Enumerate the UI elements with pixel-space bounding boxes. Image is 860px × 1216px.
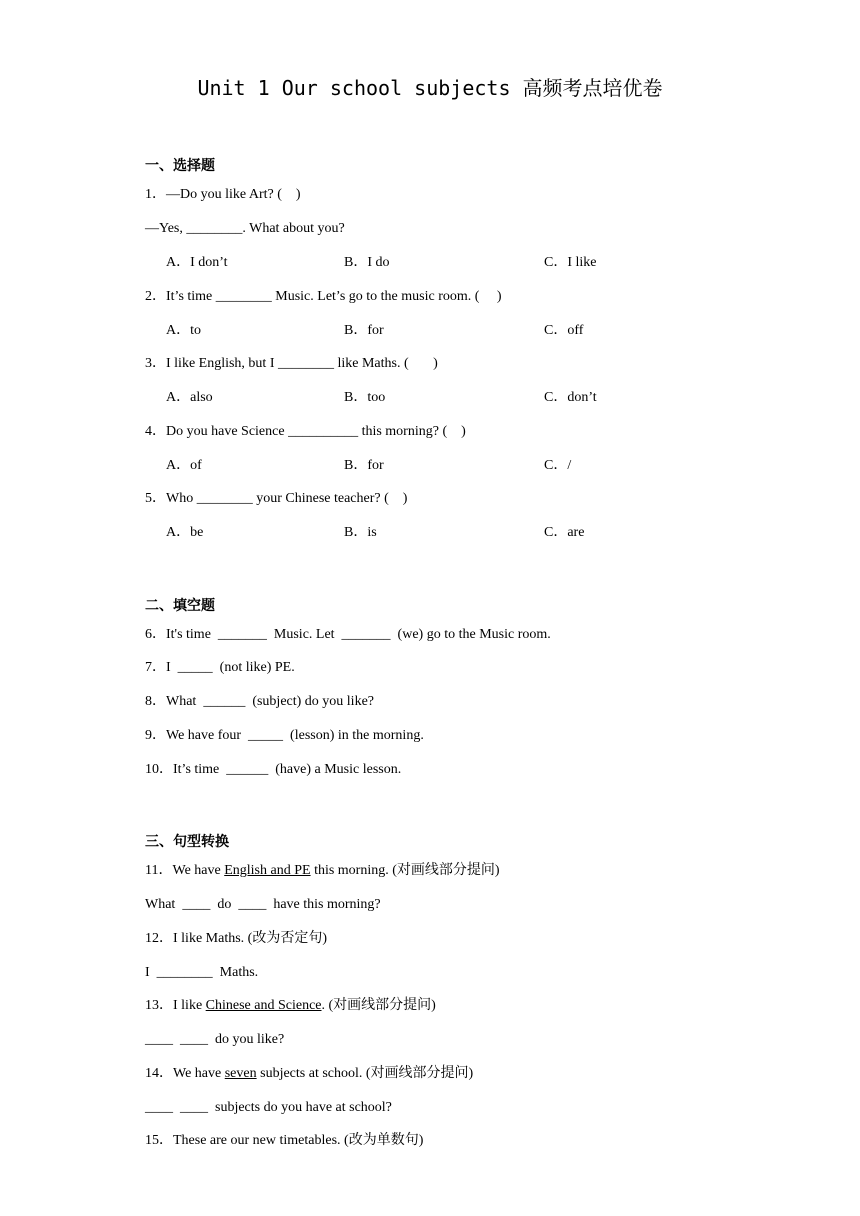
section-heading-transform: 三、句型转换 [145,834,229,850]
question-6: 6．It's time _______ Music. Let _______ (we) go to the Music room. [145,627,551,642]
question-1-option-a[interactable]: A．I don’t [166,255,228,270]
question-2-option-b[interactable]: B．for [344,323,384,338]
question-3-stem: 3．I like English, but I ________ like Maths. ( ) [145,356,438,371]
question-12-stem: 12．I like Maths. (改为否定句) [145,931,327,946]
question-11-before: 11．We have [145,863,225,878]
question-2-option-a[interactable]: A．to [166,323,201,338]
question-5-stem: 5．Who ________ your Chinese teacher? ( ) [145,491,408,506]
question-4-stem: 4．Do you have Science __________ this morning? ( ) [145,424,466,439]
question-15-stem: 15．These are our new timetables. (改为单数句) [145,1133,424,1148]
question-4-option-a[interactable]: A．of [166,458,202,473]
question-4-option-c[interactable]: C．/ [544,458,572,473]
question-13-stem [145,997,436,1015]
question-5-option-c[interactable]: C．are [544,525,585,540]
question-13-after: . (对画线部分提问) [321,998,436,1013]
question-1-option-c[interactable]: C．I like [544,255,597,270]
question-14-answer: ____ ____ subjects do you have at school? [145,1100,392,1115]
question-4-option-b[interactable]: B．for [344,458,384,473]
question-13-before: 13．I like [145,998,206,1013]
question-10: 10．It’s time ______ (have) a Music lesson. [145,762,402,777]
question-9: 9．We have four _____ (lesson) in the morning. [145,728,424,743]
question-14-before: 14．We have [145,1066,225,1081]
question-1-option-b[interactable]: B．I do [344,255,390,270]
section-heading-fill: 二、填空题 [145,598,215,614]
question-5-option-a[interactable]: A．be [166,525,204,540]
question-13-answer: ____ ____ do you like? [145,1032,285,1047]
question-1-stem: 1．—Do you like Art? ( ) [145,187,301,202]
question-7: 7．I _____ (not like) PE. [145,660,295,675]
question-11-after: this morning. (对画线部分提问) [310,863,500,878]
question-14-after: subjects at school. (对画线部分提问) [256,1066,474,1081]
question-3-option-a[interactable]: A．also [166,390,213,405]
question-12-answer: I ________ Maths. [145,965,259,980]
question-2-stem: 2．It’s time ________ Music. Let’s go to the music room. ( ) [145,289,502,304]
question-14-underlined: seven [224,1066,257,1081]
question-11-stem [145,862,500,880]
question-11-answer: What ____ do ____ have this morning? [145,897,381,912]
question-1-line2: —Yes, ________. What about you? [145,221,345,236]
question-11-underlined: English and PE [224,863,311,878]
page-title: Unit 1 Our school subjects 高频考点培优卷 [197,76,663,100]
question-3-option-c[interactable]: C．don’t [544,390,597,405]
question-8: 8．What ______ (subject) do you like? [145,694,375,709]
question-3-option-b[interactable]: B．too [344,390,386,405]
section-heading-choice: 一、选择题 [145,158,215,174]
question-14-stem [145,1065,473,1083]
question-5-option-b[interactable]: B．is [344,525,377,540]
question-2-option-c[interactable]: C．off [544,323,584,338]
question-13-underlined: Chinese and Science [205,998,322,1013]
